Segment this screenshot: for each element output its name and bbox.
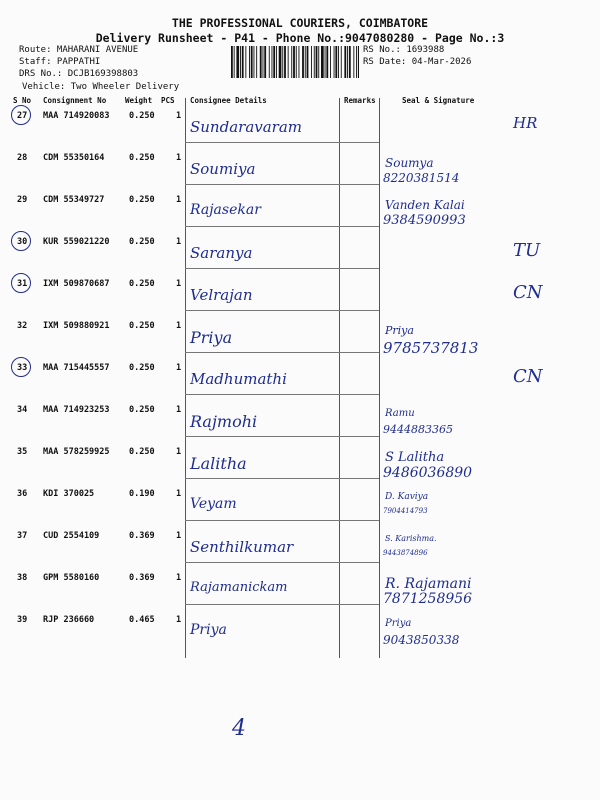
- weight-value: 0.250: [129, 237, 155, 247]
- consignee-handwriting: Rajmohi: [190, 412, 258, 431]
- barcode-bar: [291, 46, 292, 78]
- barcode-bar: [231, 46, 233, 78]
- consignee-handwriting: Priya: [190, 328, 233, 347]
- signature-handwriting: TU: [513, 240, 541, 261]
- barcode-bar: [260, 46, 262, 78]
- vehicle-field: Vehicle: Two Wheeler Delivery: [22, 82, 180, 92]
- row-divider: [185, 436, 379, 437]
- barcode-bar: [305, 46, 306, 78]
- pcs-value: 1: [176, 321, 182, 331]
- row-divider: [185, 520, 379, 521]
- col-header-consignee: Consignee Details: [190, 96, 267, 105]
- row-divider: [185, 394, 379, 395]
- consignment-number: CDM 55349727: [43, 195, 105, 205]
- signature-phone: 9444883365: [383, 423, 453, 436]
- serial-circle-mark: [11, 105, 31, 125]
- signature-handwriting: R. Rajamani: [385, 576, 472, 592]
- barcode-bar: [249, 46, 250, 78]
- pcs-value: 1: [176, 405, 182, 415]
- serial-number: 33: [17, 363, 28, 373]
- consignee-handwriting: Senthilkumar: [190, 538, 294, 556]
- handwritten-page-mark: 4: [232, 716, 246, 741]
- col-header-weight: Weight: [125, 96, 153, 105]
- consignee-handwriting: Sundaravaram: [190, 118, 303, 136]
- serial-circle-mark: [11, 273, 31, 293]
- barcode-bar: [353, 46, 354, 78]
- col-header-pcs: PCS: [161, 96, 175, 105]
- signature-phone: 9043850338: [383, 633, 460, 647]
- barcode-bar: [273, 46, 275, 78]
- signature-phone: 7871258956: [383, 591, 473, 607]
- signature-handwriting: Priya: [385, 324, 414, 337]
- signature-handwriting: CN: [513, 366, 543, 387]
- route-field: Route: MAHARANI AVENUE: [19, 45, 139, 55]
- pcs-value: 1: [176, 489, 182, 499]
- barcode-bar: [234, 46, 235, 78]
- row-divider: [185, 310, 379, 311]
- serial-number: 37: [17, 531, 28, 541]
- consignee-handwriting: Saranya: [190, 244, 253, 262]
- drs-field: DRS No.: DCJB169398803: [19, 69, 139, 79]
- barcode-bar: [245, 46, 246, 78]
- barcode-bar: [299, 46, 300, 78]
- barcode-bar: [282, 46, 283, 78]
- barcode-bar: [307, 46, 309, 78]
- serial-number: 32: [17, 321, 28, 331]
- column-divider: [339, 98, 340, 658]
- barcode-bar: [254, 46, 255, 78]
- pcs-value: 1: [176, 615, 182, 625]
- barcode-bar: [358, 46, 359, 78]
- row-divider: [185, 142, 379, 143]
- barcode-bar: [296, 46, 297, 78]
- barcode-bar: [240, 46, 241, 78]
- consignment-number: MAA 714923253: [43, 405, 110, 415]
- consignment-number: RJP 236660: [43, 615, 95, 625]
- consignee-handwriting: Rajamanickam: [190, 580, 288, 595]
- row-divider: [185, 352, 379, 353]
- signature-handwriting: Priya: [385, 618, 412, 629]
- barcode-bar: [356, 46, 357, 78]
- consignment-number: CUD 2554109: [43, 531, 100, 541]
- barcode-bar: [338, 46, 339, 78]
- weight-value: 0.250: [129, 111, 155, 121]
- col-header-remarks: Remarks: [344, 96, 376, 105]
- pcs-value: 1: [176, 573, 182, 583]
- signature-handwriting: Vanden Kalai: [385, 198, 465, 212]
- consignment-number: MAA 578259925: [43, 447, 110, 457]
- barcode-bar: [314, 46, 315, 78]
- serial-number: 29: [17, 195, 28, 205]
- signature-phone: 8220381514: [383, 171, 460, 185]
- barcode-bar: [242, 46, 244, 78]
- weight-value: 0.190: [129, 489, 155, 499]
- row-divider: [185, 562, 379, 563]
- weight-value: 0.250: [129, 195, 155, 205]
- rs-date-field: RS Date: 04-Mar-2026: [363, 57, 472, 67]
- consignee-handwriting: Soumiya: [190, 160, 256, 178]
- pcs-value: 1: [176, 237, 182, 247]
- barcode-bar: [302, 46, 304, 78]
- pcs-value: 1: [176, 111, 182, 121]
- barcode-bar: [263, 46, 264, 78]
- signature-handwriting: S. Karishma.: [385, 534, 437, 543]
- weight-value: 0.250: [129, 279, 155, 289]
- column-divider: [379, 98, 380, 658]
- col-header-consignment: Consignment No: [43, 96, 107, 105]
- weight-value: 0.250: [129, 153, 155, 163]
- row-divider: [185, 478, 379, 479]
- barcode-bar: [347, 46, 348, 78]
- serial-number: 28: [17, 153, 28, 163]
- barcode-bar: [330, 46, 331, 78]
- weight-value: 0.250: [129, 405, 155, 415]
- barcode-bar: [326, 46, 328, 78]
- rs-no-field: RS No.: 1693988: [363, 45, 445, 55]
- consignee-handwriting: Veyam: [190, 496, 237, 512]
- weight-value: 0.250: [129, 447, 155, 457]
- consignment-number: KDI 370025: [43, 489, 95, 499]
- pcs-value: 1: [176, 195, 182, 205]
- serial-number: 31: [17, 279, 28, 289]
- pcs-value: 1: [176, 447, 182, 457]
- serial-number: 38: [17, 573, 28, 583]
- signature-handwriting: D. Kaviya: [385, 492, 429, 502]
- consignee-handwriting: Velrajan: [190, 286, 253, 304]
- staff-field: Staff: PAPPATHI: [19, 57, 101, 67]
- serial-number: 36: [17, 489, 28, 499]
- barcode-bar: [334, 46, 335, 78]
- runsheet-table: [13, 94, 593, 664]
- barcode-bar: [256, 46, 257, 78]
- serial-circle-mark: [11, 231, 31, 251]
- serial-number: 30: [17, 237, 28, 247]
- barcode-bar: [311, 46, 312, 78]
- signature-phone: 9384590993: [383, 213, 466, 228]
- column-divider: [185, 98, 186, 658]
- barcode-bar: [293, 46, 295, 78]
- consignment-number: GPM 5580160: [43, 573, 100, 583]
- barcode-bar: [318, 46, 319, 78]
- row-divider: [185, 268, 379, 269]
- consignee-handwriting: Madhumathi: [190, 370, 287, 388]
- signature-handwriting: CN: [513, 282, 543, 303]
- pcs-value: 1: [176, 279, 182, 289]
- consignee-handwriting: Priya: [190, 622, 227, 638]
- serial-number: 34: [17, 405, 28, 415]
- barcode-bar: [341, 46, 342, 78]
- serial-number: 35: [17, 447, 28, 457]
- signature-phone: 9486036890: [383, 465, 473, 481]
- signature-phone: 9443874896: [383, 549, 428, 557]
- weight-value: 0.250: [129, 321, 155, 331]
- consignment-number: CDM 55350164: [43, 153, 105, 163]
- barcode-bar: [335, 46, 337, 78]
- signature-phone: 9785737813: [383, 339, 479, 357]
- col-header-sno: S No: [13, 96, 32, 105]
- barcode-bar: [276, 46, 277, 78]
- serial-number: 27: [17, 111, 28, 121]
- consignment-number: IXM 509870687: [43, 279, 110, 289]
- serial-number: 39: [17, 615, 28, 625]
- weight-value: 0.369: [129, 573, 155, 583]
- weight-value: 0.465: [129, 615, 155, 625]
- consignment-number: IXM 509880921: [43, 321, 110, 331]
- barcode-bar: [288, 46, 289, 78]
- row-divider: [185, 604, 379, 605]
- weight-value: 0.369: [129, 531, 155, 541]
- barcode-bar: [316, 46, 318, 78]
- row-divider: [185, 226, 379, 227]
- barcode-bar: [251, 46, 253, 78]
- pcs-value: 1: [176, 531, 182, 541]
- barcode-bar: [236, 46, 239, 78]
- row-divider: [185, 184, 379, 185]
- consignment-number: MAA 714920083: [43, 111, 110, 121]
- consignment-number: KUR 559021220: [43, 237, 110, 247]
- serial-circle-mark: [11, 357, 31, 377]
- col-header-signature: Seal & Signature: [402, 96, 475, 105]
- signature-handwriting: Ramu: [385, 408, 415, 419]
- barcode-bar: [344, 46, 346, 78]
- signature-handwriting: S Lalitha: [385, 450, 445, 465]
- page-subtitle: Delivery Runsheet - P41 - Phone No.:9047080280 - Page No.:3: [95, 31, 505, 45]
- signature-phone: 7904414793: [383, 507, 428, 515]
- barcode-bar: [272, 46, 273, 78]
- barcode-bar: [325, 46, 326, 78]
- signature-handwriting: Soumya: [385, 156, 434, 170]
- signature-handwriting: HR: [513, 114, 538, 132]
- barcode: [231, 46, 359, 78]
- pcs-value: 1: [176, 153, 182, 163]
- page-title: THE PROFESSIONAL COURIERS, COIMBATORE: [171, 16, 429, 30]
- barcode-bar: [279, 46, 282, 78]
- pcs-value: 1: [176, 363, 182, 373]
- consignee-handwriting: Lalitha: [190, 454, 247, 473]
- barcode-bar: [269, 46, 270, 78]
- weight-value: 0.250: [129, 363, 155, 373]
- barcode-bar: [264, 46, 266, 78]
- barcode-bar: [284, 46, 286, 78]
- barcode-bar: [349, 46, 351, 78]
- barcode-bar: [321, 46, 324, 78]
- consignee-handwriting: Rajasekar: [190, 202, 261, 218]
- consignment-number: MAA 715445557: [43, 363, 110, 373]
